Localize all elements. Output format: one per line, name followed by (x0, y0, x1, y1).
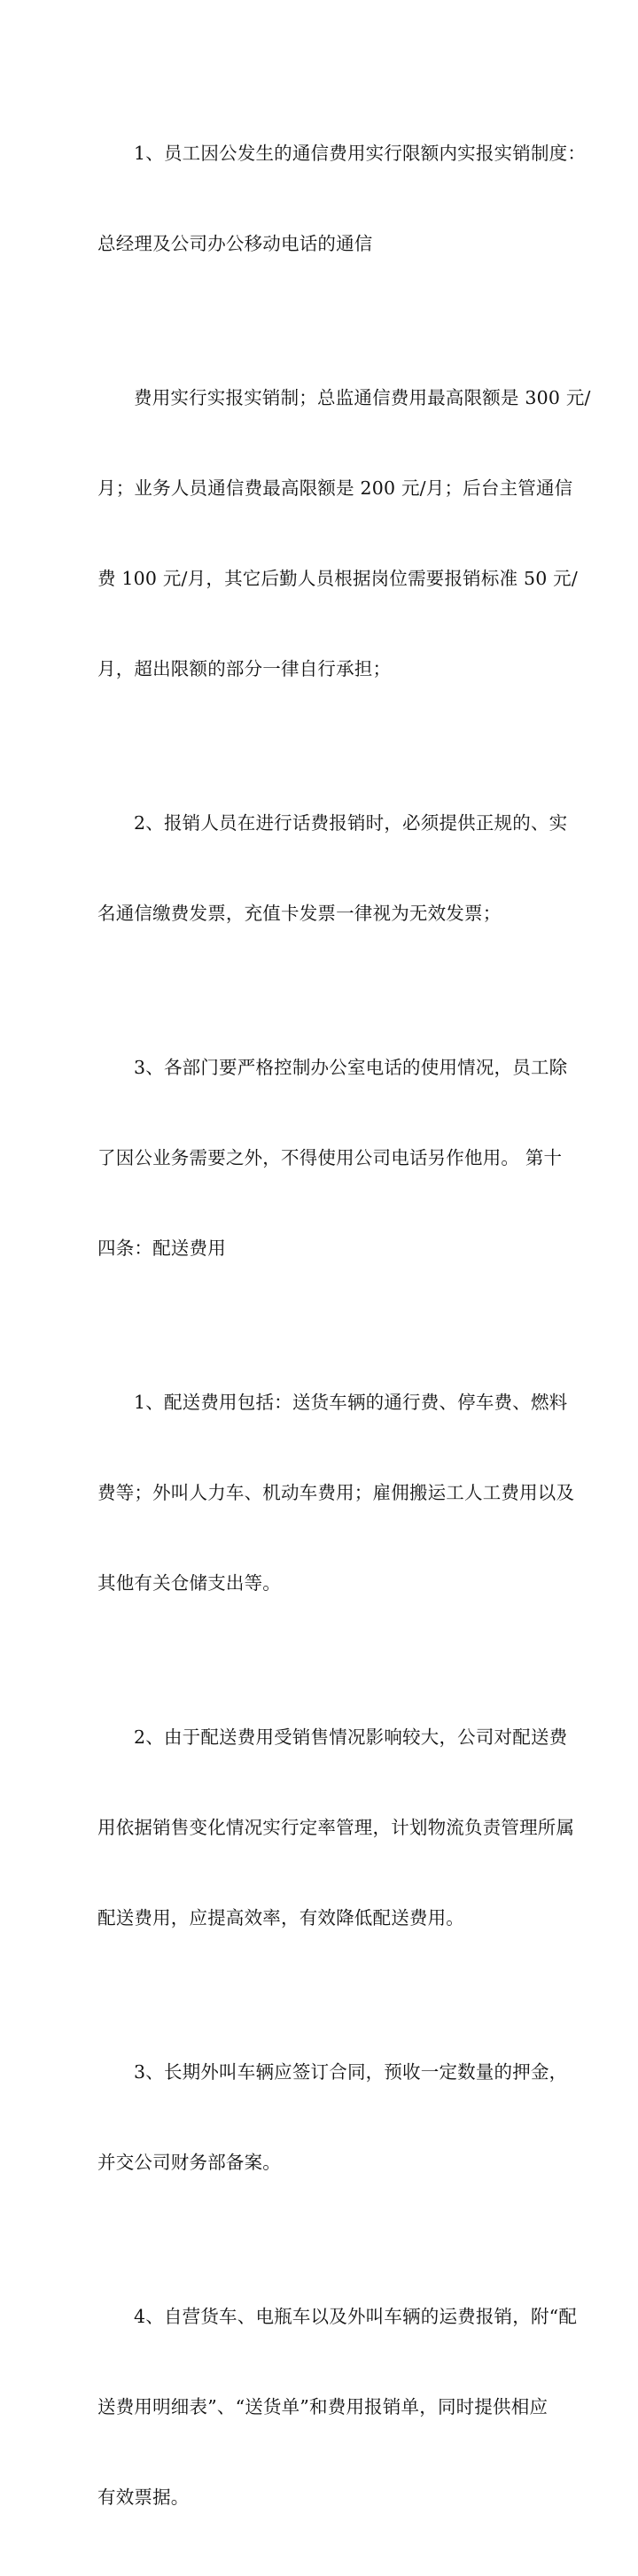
text-line: 2、由于配送费用受销售情况影响较大，公司对配送费 (134, 1726, 568, 1748)
text-line: 3、长期外叫车辆应签订合同，预收一定数量的押金， (134, 2061, 568, 2083)
paragraph-freight-reimbursement (97, 2241, 578, 2572)
text-line: 了因公业务需要之外，不得使用公司电话另作他用。 第十 (97, 1147, 563, 1168)
text-line: 有效票据。 (97, 2487, 190, 2508)
paragraph-phone-expense-policy (97, 78, 587, 319)
paragraph-invoice-requirement (97, 748, 568, 989)
text-line: 配送费用，应提高效率，有效降低配送费用。 (97, 1907, 464, 1928)
text-line: 总经理及公司办公移动电话的通信 (97, 233, 373, 254)
text-line: 费用实行实报实销制；总监通信费用最高限额是 300 元/ (134, 387, 591, 408)
text-line: 月；业务人员通信费最高限额是 200 元/月；后台主管通信 (97, 477, 573, 499)
text-line: 2、报销人员在进行话费报销时，必须提供正规的、实 (134, 812, 568, 834)
text-line: 1、员工因公发生的通信费用实行限额内实报实销制度： (134, 143, 587, 164)
paragraph-vehicle-contract (97, 1997, 568, 2238)
paragraph-office-phone-control (97, 992, 568, 1323)
text-line: 并交公司财务部备案。 (97, 2152, 281, 2173)
text-line: 4、自营货车、电瓶车以及外叫车辆的运费报销，附“配 (134, 2306, 578, 2327)
text-line: 费 100 元/月，其它后勤人员根据岗位需要报销标准 50 元/ (97, 568, 578, 589)
article-heading-line: 四条：配送费用 (97, 1238, 226, 1259)
text-line: 送费用明细表”、“送货单”和费用报销单，同时提供相应 (97, 2396, 549, 2417)
text-line: 费等；外叫人力车、机动车费用；雇佣搬运工人工费用以及 (97, 1482, 575, 1503)
paragraph-phone-limits (97, 322, 591, 744)
text-line: 1、配送费用包括：送货车辆的通行费、停车费、燃料 (134, 1392, 568, 1413)
paragraph-delivery-scope (97, 1327, 575, 1658)
text-line: 名通信缴费发票，充值卡发票一律视为无效发票； (97, 903, 502, 924)
text-line: 月，超出限额的部分一律自行承担； (97, 658, 392, 679)
text-line: 其他有关仓储支出等。 (97, 1572, 281, 1594)
paragraph-delivery-rate-management (97, 1662, 575, 1993)
text-line: 用依据销售变化情况实行定率管理，计划物流负责管理所属 (97, 1817, 575, 1838)
text-line: 3、各部门要严格控制办公室电话的使用情况，员工除 (134, 1057, 568, 1078)
document-body (97, 78, 591, 2576)
